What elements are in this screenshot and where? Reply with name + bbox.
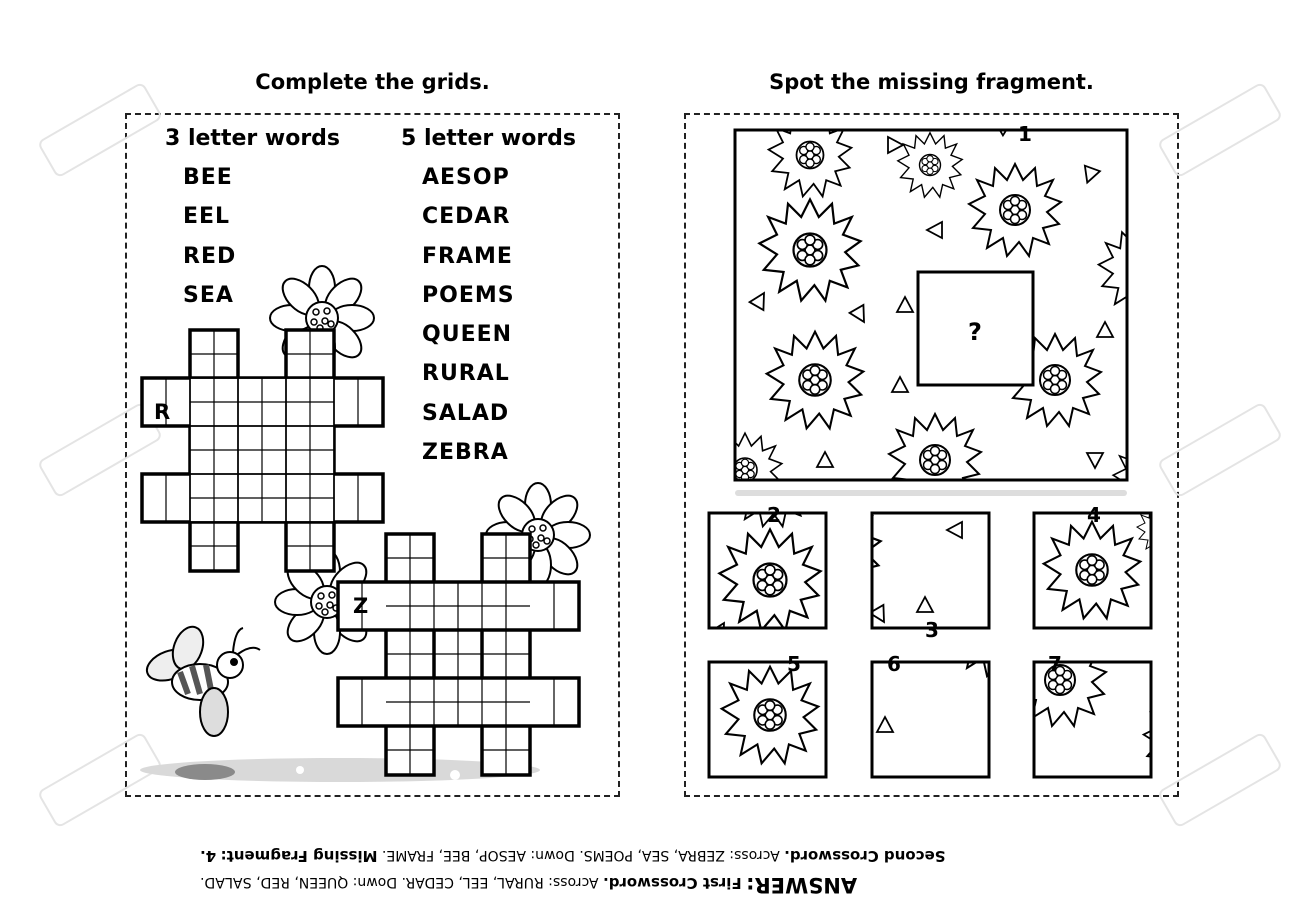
first-crossword-label: First Crossword. — [603, 874, 742, 892]
crossword-grid-1 — [142, 330, 383, 571]
word-item: FRAME — [422, 243, 513, 269]
number-1: 1 — [1018, 122, 1032, 146]
number-6: 6 — [887, 652, 901, 676]
number-3: 3 — [925, 618, 939, 642]
word-item: RURAL — [422, 361, 510, 387]
word-item: AESOP — [422, 165, 510, 190]
bee-illustration — [143, 623, 260, 736]
grid1-start-letter: R — [154, 400, 171, 424]
fragment-4[interactable] — [1034, 507, 1183, 628]
first-crossword-answer: Across: RURAL, EEL, CEDAR. Down: QUEEN, RED, SALAD. — [200, 874, 599, 890]
missing-mark: ? — [968, 318, 982, 346]
word-item: ZEBRA — [422, 440, 509, 466]
word-item: SALAD — [422, 400, 510, 426]
word-item: SEA — [183, 282, 234, 308]
second-crossword-answer: Across: ZEBRA, SEA, POEMS. Down: AESOP, BEE, FRAME. — [381, 847, 780, 863]
number-7: 7 — [1048, 652, 1062, 676]
left-title: Complete the grids. — [255, 70, 490, 94]
word-item: RED — [183, 243, 237, 269]
word-item: BEE — [183, 165, 233, 190]
grid2-start-letter: Z — [353, 594, 369, 618]
missing-fragment-label: Missing Fragment: — [220, 847, 378, 865]
second-crossword-label: Second Crossword. — [784, 847, 946, 865]
fragment-5[interactable] — [709, 662, 826, 777]
word-item: CEDAR — [422, 204, 511, 230]
word-item: EEL — [183, 204, 231, 230]
number-2: 2 — [767, 503, 781, 527]
number-5: 5 — [787, 652, 801, 676]
answer-line-1 — [200, 869, 1170, 898]
answer-line-2 — [200, 842, 1170, 869]
fragment-2[interactable] — [668, 444, 1147, 847]
missing-fragment-answer: 4. — [200, 847, 217, 865]
three-letter-header: 3 letter words — [165, 126, 341, 151]
answer-text — [200, 838, 1170, 898]
word-item: POEMS — [422, 282, 515, 308]
answer-label: ANSWER: — [746, 873, 858, 897]
number-4: 4 — [1087, 503, 1101, 527]
five-letter-header: 5 letter words — [401, 126, 577, 151]
word-item: QUEEN — [422, 322, 513, 348]
right-title: Spot the missing fragment. — [769, 70, 1094, 94]
